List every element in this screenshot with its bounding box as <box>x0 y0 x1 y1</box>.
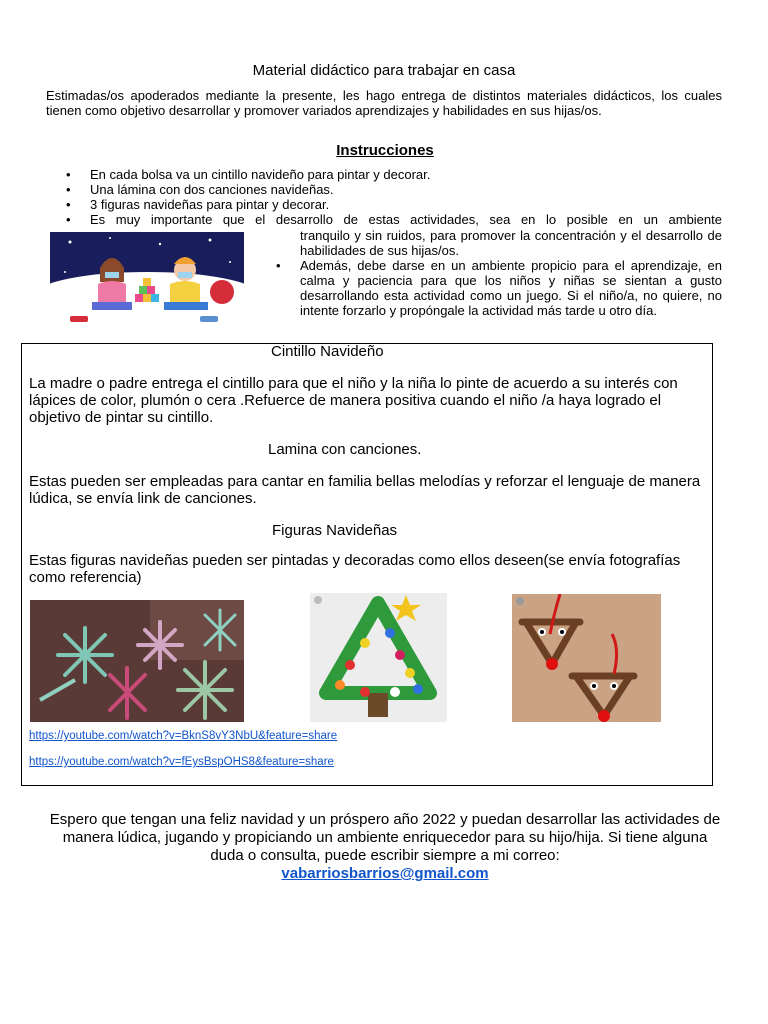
instructions-heading: Instrucciones <box>336 142 434 159</box>
email-link[interactable]: vabarriosbarrios@gmail.com <box>281 865 489 882</box>
bullet-text: En cada bolsa va un cintillo navideño para pintar y decorar. <box>90 167 431 182</box>
bullet-text: Además, debe darse en un ambiente propicio para el aprendizaje, en calma y paciencia para que los niños y niñas se sientan a gusto desarrollando esta actividad como un juego. Si el niño/a, no quiere, no intente forzarlo y propóngale la actividad más tarde u otro día. <box>300 258 722 318</box>
bullet-item <box>66 197 730 212</box>
bullet-item <box>66 167 730 182</box>
reindeer-craft-photo <box>512 594 661 722</box>
bullet-icon: • <box>276 258 281 273</box>
figuras-title: Figuras Navideñas <box>272 522 398 539</box>
intro-paragraph: Estimadas/os apoderados mediante la presente, les hago entrega de distintos materiales didácticos, los cuales tienen como objetivo desarrollar y promover variados aprendizajes y habilidades en sus hijas/os. <box>46 88 722 118</box>
snowflake-crafts-photo <box>30 600 244 722</box>
figuras-text: Estas figuras navideñas pueden ser pintadas y decoradas como ellos deseen(se envía fotografías como referencia) <box>29 552 681 586</box>
lamina-title: Lamina con canciones. <box>268 441 422 458</box>
youtube-link-2[interactable]: https://youtube.com/watch?v=fEysBspOHS8&feature=share <box>29 756 334 768</box>
bullet-item <box>66 182 730 197</box>
children-illustration <box>50 232 244 328</box>
lamina-text: Estas pueden ser empleadas para cantar en familia bellas melodías y reforzar el lenguaje de manera lúdica, se envía link de canciones. <box>29 473 701 507</box>
bullet-text: 3 figuras navideñas para pintar y decorar. <box>90 197 330 212</box>
cintillo-title: Cintillo Navideño <box>271 343 384 360</box>
bullet-item <box>276 258 722 318</box>
bullet-text: Una lámina con dos canciones navideñas. <box>90 182 334 197</box>
bullet-icon: • <box>66 182 71 197</box>
bullet-text: Es muy importante que el desarrollo de estas actividades, sea en lo posible en un ambiente <box>90 212 722 227</box>
footer-text: Espero que tengan una feliz navidad y un próspero año 2022 y puedan desarrollar las actividades de manera lúdica, jugando y propiciando un ambiente enriquecedor para su hijo/hija. Si tiene alguna duda o consulta, puede escribir siempre a mi correo: <box>49 811 721 864</box>
footer-message <box>0 811 768 883</box>
youtube-link-1[interactable]: https://youtube.com/watch?v=BknS8vY3NbU&feature=share <box>29 730 338 742</box>
cintillo-text: La madre o padre entrega el cintillo para que el niño y la niña lo pinte de acuerdo a su interés con lápices de color, plumón o cera .Refuerce de manera positiva cuando el niño /a haya logrado el objetivo de pintar su cintillo. <box>29 375 678 426</box>
bullet-icon: • <box>66 197 71 212</box>
bullet-icon: • <box>66 167 71 182</box>
bullet-item <box>66 212 722 227</box>
tree-craft-photo <box>310 593 447 722</box>
bullet-continuation: tranquilo y sin ruidos, para promover la concentración y el desarrollo de habilidades de sus hijas/os. <box>300 228 722 258</box>
bullet-icon: • <box>66 212 71 227</box>
page-title: Material didáctico para trabajar en casa <box>252 62 516 79</box>
